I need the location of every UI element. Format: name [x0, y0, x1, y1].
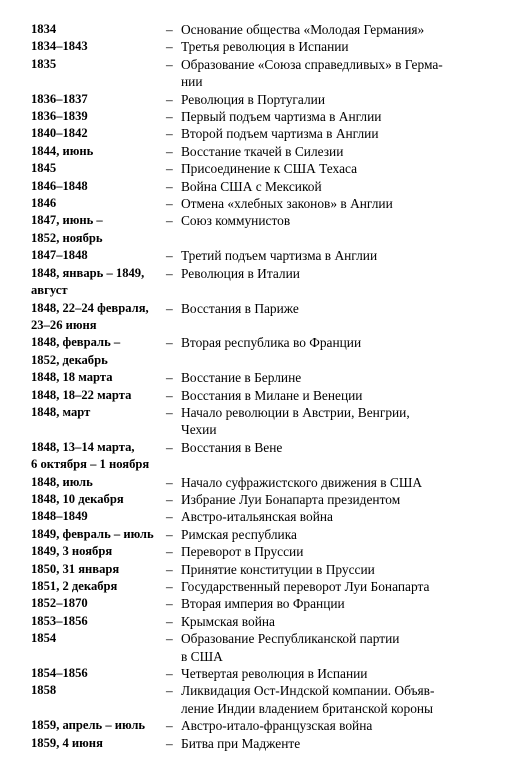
entry-event: Начало суфражистского движения в США [181, 474, 423, 490]
entry-date: 1854 [31, 631, 57, 646]
entry-dash: – [166, 196, 173, 212]
chronology-entry [31, 526, 491, 543]
entry-date: 1847, июнь – 1852, ноябрь [31, 213, 103, 245]
entry-date: 1834–1843 [31, 39, 88, 54]
entry-date: 1848, 13–14 марта, 6 октября – 1 ноября [31, 439, 150, 472]
entry-date: 1834 [31, 22, 57, 36]
entry-dash: – [166, 143, 173, 159]
entry-dash: – [166, 56, 173, 72]
entry-dash: – [166, 213, 173, 229]
chronology-entry [31, 21, 491, 38]
entry-date: 1847–1848 [31, 248, 88, 263]
entry-dash: – [166, 126, 173, 142]
chronology-entry [31, 595, 491, 612]
entry-date: 1854–1856 [31, 666, 88, 681]
entry-event: Восстания в Вене [181, 439, 283, 455]
entry-dash: – [166, 596, 173, 612]
entry-event: Третий подъем чартизма в Англии [181, 248, 378, 264]
chronology-entry [31, 717, 491, 734]
chronology-entry [31, 508, 491, 525]
chronology-entry [31, 247, 491, 264]
entry-date: 1848–1849 [31, 509, 88, 524]
chronology-entry [31, 369, 491, 386]
entry-date: 1848, 22–24 февраля, 23–26 июня [31, 300, 149, 332]
chronology-entry [31, 212, 491, 247]
entry-event: Переворот в Пруссии [181, 544, 304, 560]
entry-dash: – [166, 387, 173, 403]
entry-event: Государственный переворот Луи Бонапарта [181, 579, 430, 594]
chronology-entry [31, 682, 491, 717]
entry-dash: – [166, 265, 173, 281]
entry-dash: – [166, 579, 173, 594]
entry-dash: – [166, 544, 173, 560]
entry-event: Битва при Мадженте [181, 735, 301, 751]
entry-dash: – [166, 91, 173, 107]
entry-date: 1836–1837 [31, 91, 88, 106]
entry-event: Начало революции в Австрии, Венгрии, Чехии [181, 404, 410, 438]
chronology-entry [31, 404, 491, 439]
entry-dash: – [166, 370, 173, 386]
entry-dash: – [166, 735, 173, 751]
entry-event: Вторая империя во Франции [181, 596, 345, 612]
chronology-entry [31, 491, 491, 508]
entry-dash: – [166, 248, 173, 264]
chronology-entry [31, 334, 491, 369]
entry-dash: – [166, 631, 173, 647]
entry-date: 1848, март [31, 404, 91, 419]
entry-date: 1859, апрель – июль [31, 718, 146, 733]
chronology-entry [31, 735, 491, 752]
entry-dash: – [166, 39, 173, 55]
entry-event: Восстания в Милане и Венеции [181, 387, 363, 403]
entry-date: 1846 [31, 196, 57, 211]
entry-date: 1836–1839 [31, 109, 88, 124]
entry-dash: – [166, 404, 173, 420]
chronology-entry [31, 38, 491, 55]
entry-dash: – [166, 491, 173, 507]
entry-date: 1853–1856 [31, 613, 88, 628]
chronology-list [31, 21, 491, 752]
chronology-entry [31, 125, 491, 142]
chronology-entry [31, 578, 491, 595]
chronology-entry [31, 56, 491, 91]
chronology-entry [31, 143, 491, 160]
entry-event: Восстание ткачей в Силезии [181, 143, 344, 159]
entry-dash: – [166, 683, 173, 699]
entry-date: 1846–1848 [31, 178, 88, 193]
entry-dash: – [166, 474, 173, 490]
entry-event: Ликвидация Ост-Индской компании. Объяв- ление Индии владением британской короны [181, 683, 435, 716]
entry-event: Римская республика [181, 526, 297, 542]
entry-event: Крымская война [181, 613, 275, 629]
chronology-entry [31, 265, 491, 300]
entry-dash: – [166, 161, 173, 177]
entry-dash: – [166, 178, 173, 194]
entry-event: Австро-итало-французская война [181, 718, 373, 734]
entry-date: 1848, 18 марта [31, 370, 113, 385]
entry-date: 1858 [31, 683, 57, 698]
entry-date: 1848, февраль – 1852, декабрь [31, 335, 121, 367]
chronology-entry [31, 561, 491, 578]
entry-date: 1844, июнь [31, 143, 94, 158]
entry-event: Восстание в Берлине [181, 370, 302, 386]
entry-dash: – [166, 613, 173, 629]
entry-dash: – [166, 300, 173, 316]
entry-event: Второй подъем чартизма в Англии [181, 126, 379, 142]
chronology-entry [31, 160, 491, 177]
entry-event: Третья революция в Испании [181, 39, 349, 55]
entry-date: 1845 [31, 161, 57, 176]
entry-dash: – [166, 666, 173, 682]
chronology-entry [31, 195, 491, 212]
entry-date: 1835 [31, 56, 57, 71]
entry-dash: – [166, 335, 173, 351]
entry-dash: – [166, 526, 173, 542]
entry-date: 1848, июль [31, 474, 93, 489]
entry-dash: – [166, 561, 173, 577]
entry-event: Вторая республика во Франции [181, 335, 362, 351]
chronology-entry [31, 91, 491, 108]
chronology-entry [31, 474, 491, 491]
entry-date: 1848, 18–22 марта [31, 387, 132, 402]
entry-event: Образование «Союза справедливых» в Герма- нии [181, 56, 443, 90]
entry-event: Присоединение к США Техаса [181, 161, 358, 177]
entry-dash: – [166, 22, 173, 37]
entry-event: Австро-итальянская война [181, 509, 333, 525]
chronology-entry [31, 665, 491, 682]
chronology-entry [31, 178, 491, 195]
entry-event: Четвертая революция в Испании [181, 666, 368, 682]
chronology-entry [31, 387, 491, 404]
entry-event: Принятие конституции в Пруссии [181, 561, 375, 577]
entry-dash: – [166, 439, 173, 455]
chronology-entry [31, 613, 491, 630]
chronology-entry [31, 543, 491, 560]
entry-date: 1859, 4 июня [31, 735, 103, 750]
entry-date: 1848, январь – 1849, август [31, 265, 145, 298]
entry-event: Союз коммунистов [181, 213, 291, 229]
entry-event: Отмена «хлебных законов» в Англии [181, 196, 393, 212]
entry-date: 1849, февраль – июль [31, 526, 154, 541]
entry-event: Основание общества «Молодая Германия» [181, 22, 425, 37]
entry-event: Революция в Италии [181, 265, 300, 281]
chronology-entry [31, 630, 491, 665]
entry-date: 1840–1842 [31, 126, 88, 141]
entry-dash: – [166, 509, 173, 525]
entry-date: 1852–1870 [31, 596, 88, 611]
entry-dash: – [166, 718, 173, 734]
entry-event: Восстания в Париже [181, 300, 299, 316]
entry-event: Война США с Мексикой [181, 178, 322, 194]
entry-dash: – [166, 109, 173, 125]
entry-event: Революция в Португалии [181, 91, 325, 107]
entry-date: 1849, 3 ноября [31, 544, 113, 559]
entry-event: Первый подъем чартизма в Англии [181, 109, 382, 125]
chronology-entry [31, 439, 491, 474]
chronology-entry [31, 108, 491, 125]
entry-event: Образование Республиканской партии в США [181, 631, 400, 664]
entry-date: 1851, 2 декабря [31, 579, 118, 593]
chronology-entry [31, 300, 491, 335]
entry-date: 1850, 31 января [31, 561, 120, 576]
entry-date: 1848, 10 декабря [31, 491, 124, 506]
entry-event: Избрание Луи Бонапарта президентом [181, 491, 401, 507]
